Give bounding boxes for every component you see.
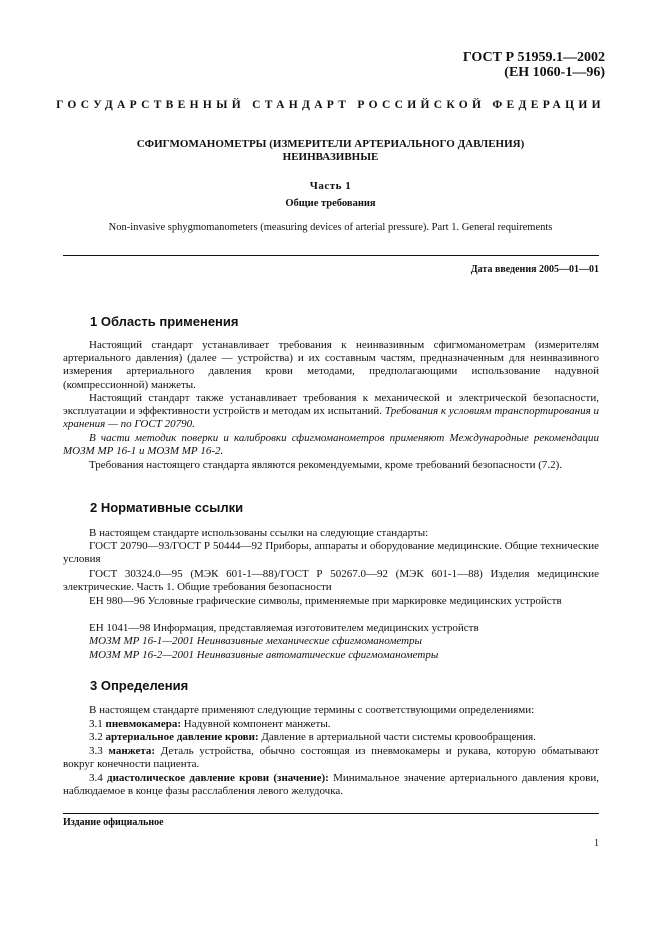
reference-4: ЕН 1041—98 Информация, представляемая изготовителем медицинских устройств bbox=[89, 622, 479, 634]
reference-6: МОЗМ МР 16-2—2001 Неинвазивные автоматические сфигмоманометры bbox=[89, 649, 439, 661]
reference-3: ЕН 980—96 Условные графические символы, применяемые при маркировке медицинских устройств bbox=[89, 595, 562, 607]
definition-3-1: 3.1 пневмокамера: Надувной компонент манжеты. bbox=[89, 718, 331, 730]
title-line1: СФИГМОМАНОМЕТРЫ (ИЗМЕРИТЕЛИ АРТЕРИАЛЬНОГО ДАВЛЕНИЯ) bbox=[136, 138, 525, 150]
definition-3-4: 3.4 диастолическое давление крови (значение): Минимальное значение артериального давления крови, наблюдаемое в конце фазы расслабления левого желудочка. bbox=[63, 772, 600, 798]
reference-1: ГОСТ 20790—93/ГОСТ Р 50444—92 Приборы, аппараты и оборудование медицинские. Общие технические условия bbox=[63, 540, 599, 566]
top-divider bbox=[63, 255, 599, 256]
section1-paragraph2: Настоящий стандарт также устанавливает требования к механической и электрической безопасности, эксплуатации и эффективности устройств и методам их испытаний. Требования к условиям транспортирования и хранения — по ГОСТ 20790. bbox=[63, 392, 600, 431]
reference-2: ГОСТ 30324.0—95 (МЭК 601-1—88)/ГОСТ Р 50267.0—92 (МЭК 601-1—88) Изделия медицинские электрические. Часть 1. Общие требования безопасности bbox=[63, 568, 599, 594]
section2-intro: В настоящем стандарте использованы ссылки на следующие стандарты: bbox=[89, 527, 429, 539]
standard-code-line2: (ЕН 1060-1—96) bbox=[504, 65, 605, 80]
page-number: 1 bbox=[594, 838, 599, 849]
definition-3-3: 3.3 манжета: Деталь устройства, обычно состоящая из пневмокамеры и рукава, которую обматывают вокруг конечности пациента. bbox=[63, 745, 599, 771]
section1-paragraph3: В части методик поверки и калибровки сфигмоманометров применяют Международные рекомендации МОЗМ МР 16-1 и МОЗМ МР 16-2. bbox=[63, 432, 599, 458]
section2-heading: 2 Нормативные ссылки bbox=[90, 500, 244, 515]
standard-code-line1: ГОСТ Р 51959.1—2002 bbox=[462, 50, 605, 65]
part-label: Часть 1 bbox=[309, 180, 352, 192]
footer-divider bbox=[63, 813, 599, 814]
state-standard-heading: ГОСУДАРСТВЕННЫЙ СТАНДАРТ РОССИЙСКОЙ ФЕДЕРАЦИИ bbox=[56, 99, 605, 111]
introduction-date: Дата введения 2005—01—01 bbox=[470, 264, 599, 275]
title-line2: НЕИНВАЗИВНЫЕ bbox=[282, 151, 379, 163]
definition-3-2: 3.2 артериальное давление крови: Давление в артериальной части системы кровообращения. bbox=[89, 731, 536, 743]
section3-heading: 3 Определения bbox=[90, 678, 189, 693]
section3-intro: В настоящем стандарте применяют следующие термины с соответствующими определениями: bbox=[89, 704, 535, 716]
english-title: Non-invasive sphygmomanometers (measuring devices of arterial pressure). Part 1. General requirements bbox=[108, 222, 553, 233]
subtitle: Общие требования bbox=[285, 198, 376, 209]
section1-paragraph1: Настоящий стандарт устанавливает требования к неинвазивным сфигмоманометрам (измерителям артериального давления) (далее — устройства) и их составным частям, предназначенным для неинвазивного измерения артериального давления крови методами, предполагающими использование надувной (компрессионной) манжеты. bbox=[63, 339, 599, 391]
section1-paragraph4: Требования настоящего стандарта являются рекомендуемыми, кроме требований безопасности (7.2). bbox=[89, 459, 563, 471]
section1-heading: 1 Область применения bbox=[90, 314, 239, 329]
standard-code bbox=[463, 50, 605, 80]
reference-5: МОЗМ МР 16-1—2001 Неинвазивные механические сфигмоманометры bbox=[89, 635, 422, 647]
document-title bbox=[60, 138, 601, 164]
edition-label: Издание официальное bbox=[63, 817, 164, 828]
